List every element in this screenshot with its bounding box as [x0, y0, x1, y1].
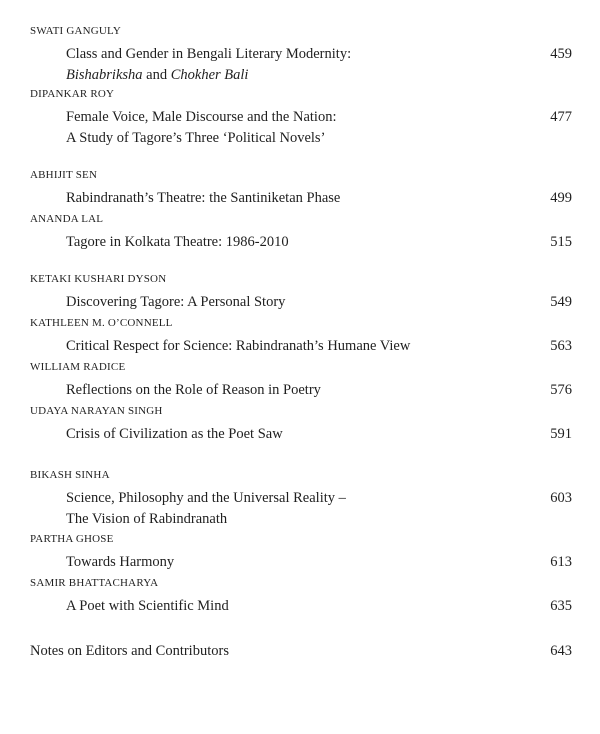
toc-page-number: 499	[550, 190, 572, 206]
toc-title-italic: Chokher Bali	[170, 67, 249, 83]
toc-title-line: Class and Gender in Bengali Literary Modernity:	[66, 46, 352, 62]
toc-title-block[interactable]	[30, 380, 572, 401]
toc-title-block[interactable]	[30, 488, 572, 530]
toc-title-line: Crisis of Civilization as the Poet Saw	[66, 426, 283, 442]
toc-author: ABHIJIT SEN	[30, 169, 98, 181]
toc-title-block[interactable]	[30, 44, 572, 86]
toc-title-block[interactable]	[30, 292, 572, 313]
toc-page-number: 477	[550, 109, 572, 125]
toc-title-block[interactable]	[30, 424, 572, 445]
toc-title-connector: and	[142, 67, 171, 83]
toc-author: UDAYA NARAYAN SINGH	[30, 405, 163, 417]
toc-page-number: 591	[550, 426, 572, 442]
toc-title-block[interactable]	[30, 107, 572, 149]
toc-author: KETAKI KUSHARI DYSON	[30, 273, 167, 285]
toc-entry	[30, 24, 572, 86]
toc-title-block[interactable]	[30, 336, 572, 357]
toc-entry	[30, 404, 572, 445]
toc-page-number: 643	[550, 643, 572, 659]
toc-title-line: Towards Harmony	[66, 554, 175, 570]
toc-author: PARTHA GHOSE	[30, 533, 114, 545]
toc-page-number: 563	[550, 338, 572, 354]
toc-page-number: 459	[550, 46, 572, 62]
toc-notes-label: Notes on Editors and Contributors	[30, 643, 229, 659]
toc-author: SWATI GANGULY	[30, 25, 122, 37]
toc-title-line: Female Voice, Male Discourse and the Nation:	[66, 109, 337, 125]
toc-author: SAMIR BHATTACHARYA	[30, 577, 159, 589]
toc-page-number: 613	[550, 554, 572, 570]
toc-entry	[30, 576, 572, 617]
toc-entry	[30, 360, 572, 401]
toc-entry	[30, 87, 572, 149]
toc-title-line	[66, 65, 512, 86]
toc-entry	[30, 468, 572, 530]
toc-author: DIPANKAR ROY	[30, 88, 115, 100]
toc-entry	[30, 532, 572, 573]
toc-page-number: 635	[550, 598, 572, 614]
toc-page-number: 603	[550, 490, 572, 506]
toc-title-italic: Bishabriksha	[66, 67, 143, 83]
toc-title-block[interactable]	[30, 188, 572, 209]
toc-title-line: The Vision of Rabindranath	[66, 511, 228, 527]
toc-title-line: Discovering Tagore: A Personal Story	[66, 294, 286, 310]
toc-author: KATHLEEN M. O’CONNELL	[30, 317, 173, 329]
toc-title-line: Tagore in Kolkata Theatre: 1986-2010	[66, 234, 289, 250]
toc-entry	[30, 212, 572, 253]
toc-entry	[30, 316, 572, 357]
toc-title-block[interactable]	[30, 552, 572, 573]
toc-page-number: 549	[550, 294, 572, 310]
toc-entry	[30, 168, 572, 209]
toc-title-block[interactable]	[30, 596, 572, 617]
toc-title-line: Reflections on the Role of Reason in Poetry	[66, 382, 321, 398]
toc-title-line: Rabindranath’s Theatre: the Santiniketan Phase	[66, 190, 341, 206]
toc-page-number: 515	[550, 234, 572, 250]
toc-page-number: 576	[550, 382, 572, 398]
toc-title-line: A Study of Tagore’s Three ‘Political Novels’	[66, 130, 326, 146]
toc-author: WILLIAM RADICE	[30, 361, 126, 373]
toc-title-block[interactable]	[30, 232, 572, 253]
toc-title-line: A Poet with Scientific Mind	[66, 598, 229, 614]
toc-author: BIKASH SINHA	[30, 469, 110, 481]
toc-title-line: Critical Respect for Science: Rabindranath’s Humane View	[66, 338, 411, 354]
toc-author: ANANDA LAL	[30, 213, 104, 225]
toc-entry	[30, 272, 572, 313]
toc-notes-entry[interactable]	[30, 641, 572, 662]
toc-title-line: Science, Philosophy and the Universal Reality –	[66, 490, 346, 506]
